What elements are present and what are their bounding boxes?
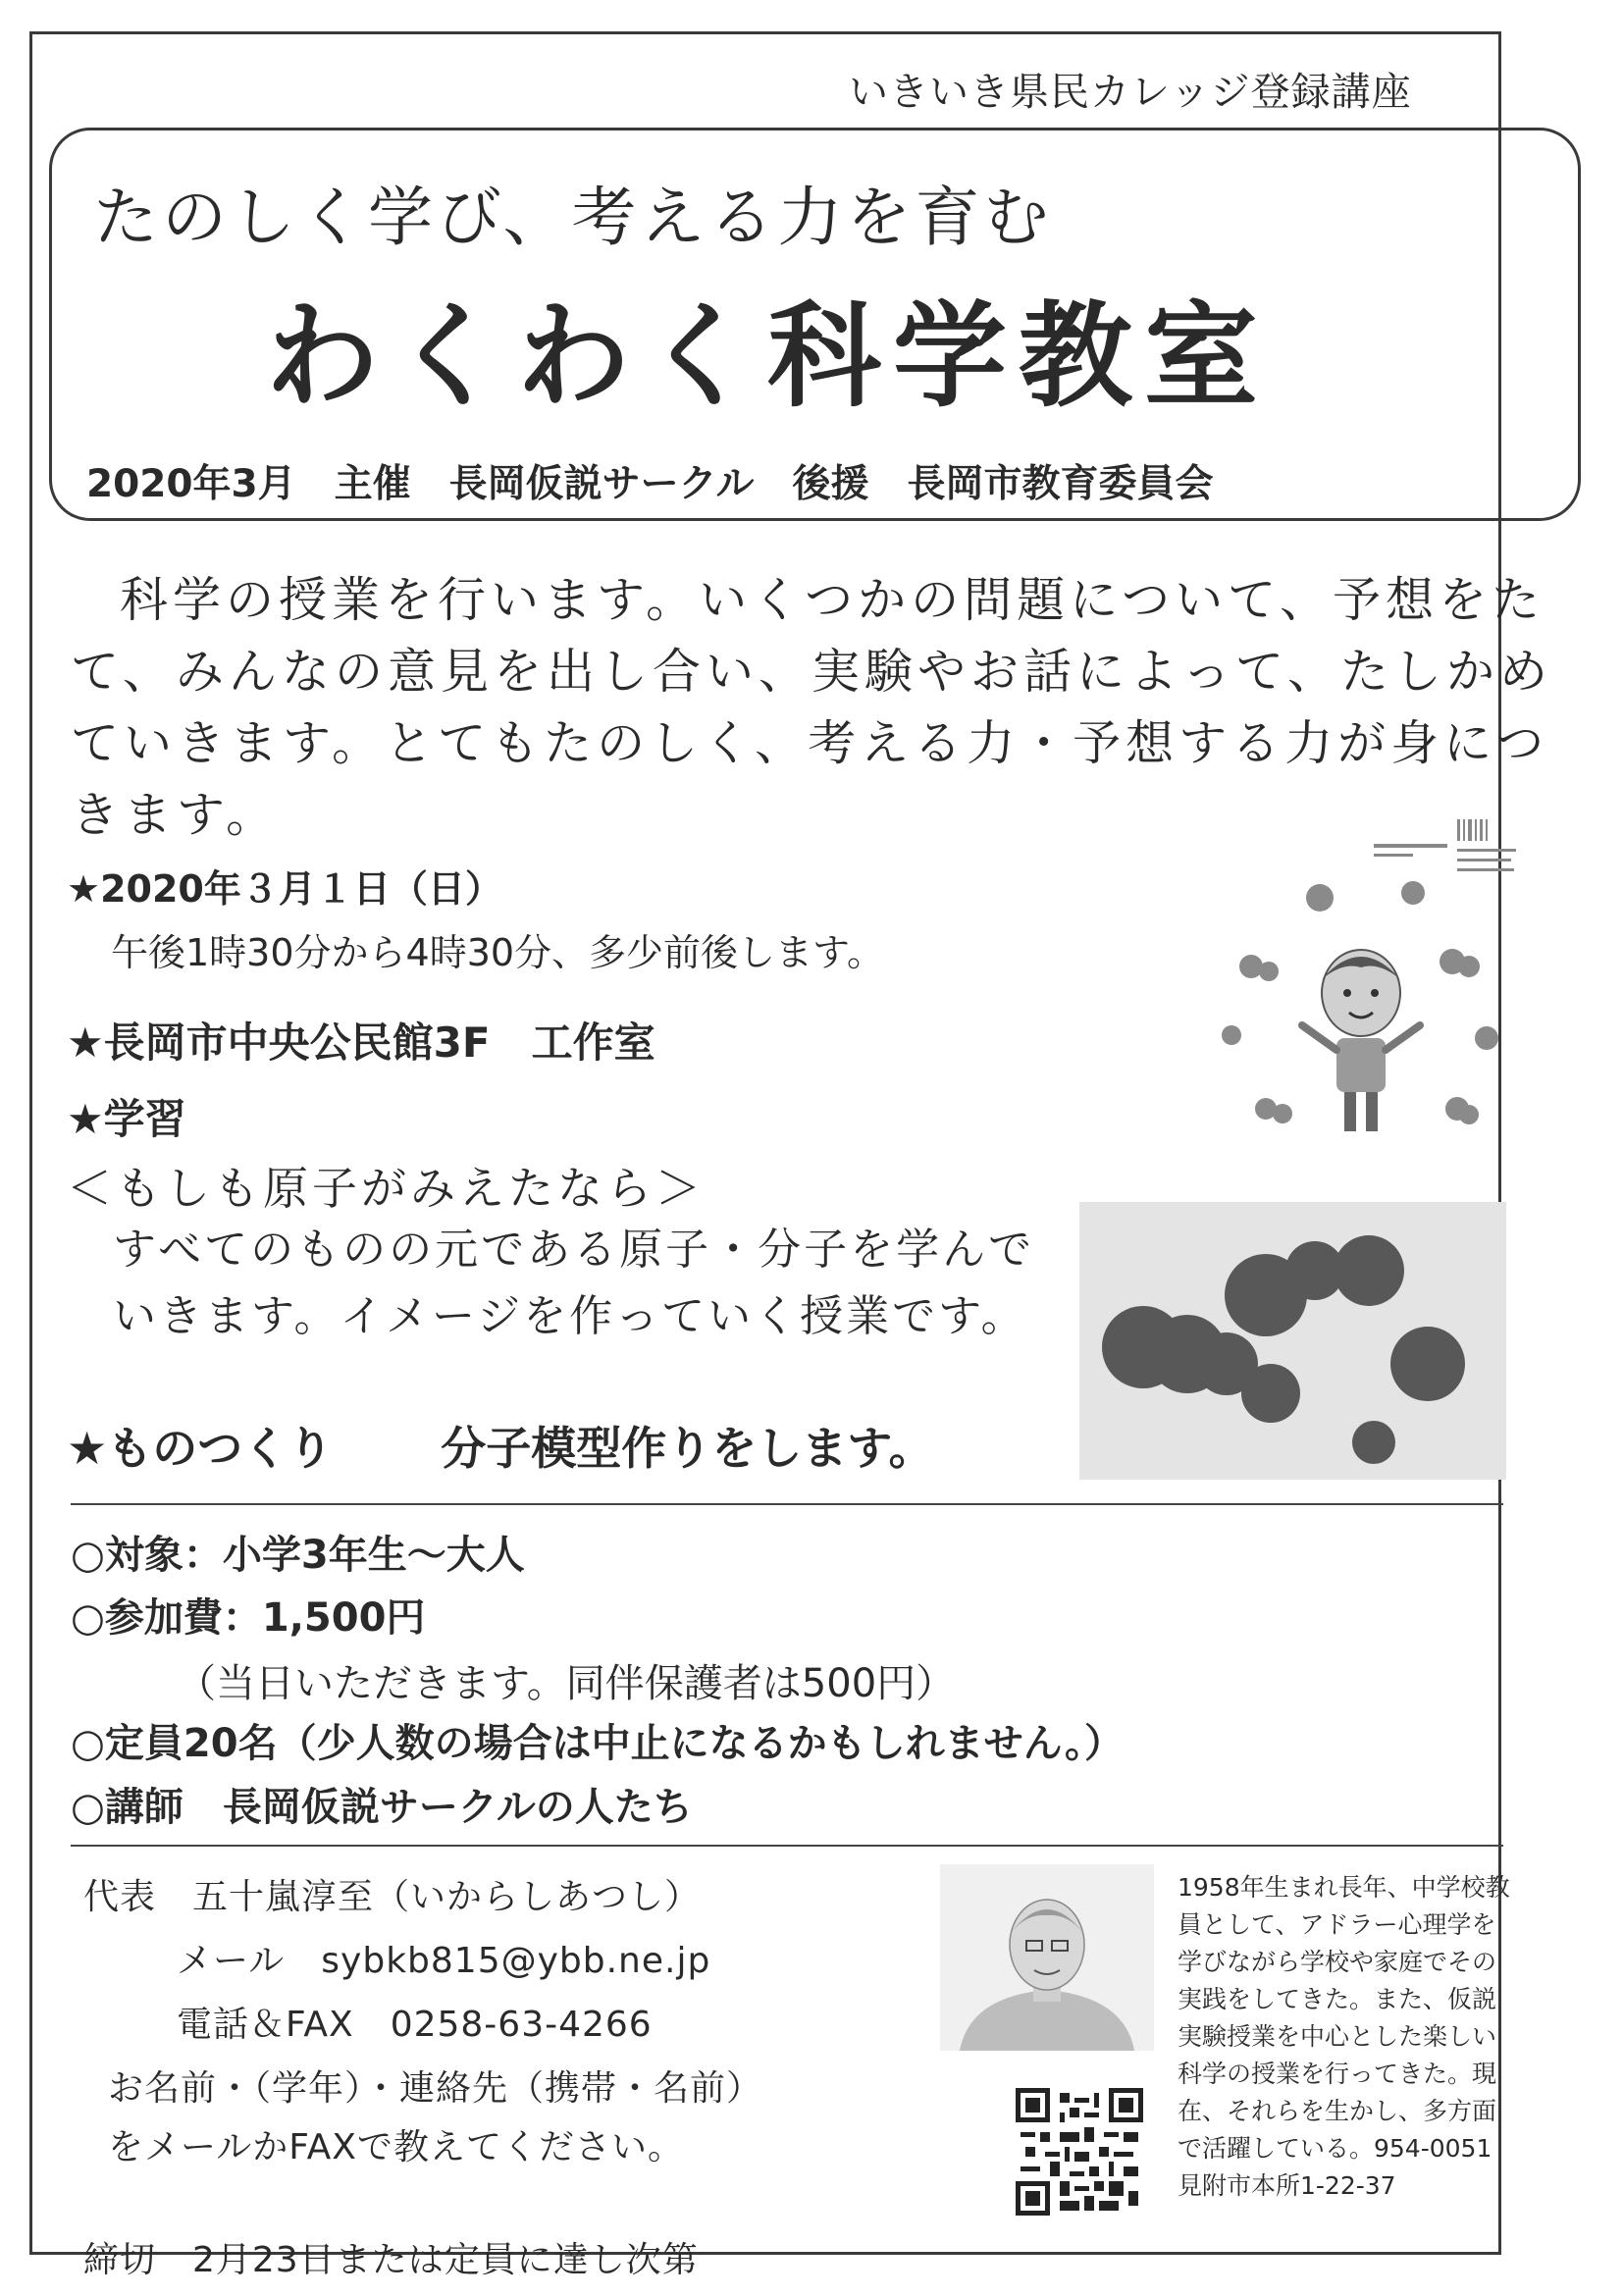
event-place: ★長岡市中央公民館3F 工作室 <box>67 1018 655 1067</box>
teacher-photo <box>940 1864 1154 2051</box>
tagline: たのしく学び、考える力を育む <box>93 180 1053 255</box>
participation-fee: ○参加費：1,500円 <box>71 1595 426 1641</box>
study-label: ★学習 <box>67 1095 186 1143</box>
capacity: ○定員20名（少人数の場合は中止になるかもしれません。） <box>71 1721 1124 1766</box>
intro-paragraph: 科学の授業を行います。いくつかの問題について、予想をたて、みんなの意見を出し合い、実験やお話によって、たしかめていきます。とてもたのしく、考える力・予想する力が身につきます。 <box>71 572 1553 843</box>
contact-email[interactable]: メール sybkb815@ybb.ne.jp <box>177 1941 711 1981</box>
host-line: 2020年3月 主催 長岡仮説サークル 後援 長岡市教育委員会 <box>86 462 1214 506</box>
deadline: 締切 2月23日または定員に達し次第 <box>83 2240 699 2280</box>
craft-line <box>67 1413 934 1478</box>
event-time: 午後1時30分から4時30分、多少前後します。 <box>111 931 885 974</box>
instructor: ○講師 長岡仮説サークルの人たち <box>71 1785 693 1830</box>
main-title: わくわく科学教室 <box>265 290 1270 423</box>
instructor-bio: 1958年生まれ長年、中学校教員として、アドラー心理学を学びながら学校や家庭でその実践をしてきた。また、仮説実験授業を中心とした楽しい科学の授業を行ってきた。現在、それらを生かし、多方面で活躍している。954-0051 見附市本所1-22-37 <box>1178 1873 1517 2200</box>
qr-code-icon[interactable] <box>1016 2088 1143 2216</box>
event-date: ★2020年３月１日（日） <box>67 867 502 911</box>
study-topic: ＜もしも原子がみえたなら＞ <box>67 1162 705 1215</box>
contact-phone: 電話＆FAX 0258-63-4266 <box>177 2005 653 2045</box>
divider-top <box>71 1503 1503 1505</box>
request-line-2: をメールかFAXで教えてください。 <box>108 2127 684 2167</box>
fee-note: （当日いただきます。同伴保護者は500円） <box>177 1661 956 1706</box>
craft-text: 分子模型作りをします。 <box>441 1422 934 1475</box>
study-description: すべてのものの元である原子・分子を学んでいきます。イメージを作っていく授業です。 <box>113 1225 1035 1341</box>
molecule-model-photo <box>1079 1202 1506 1480</box>
child-atoms-illustration <box>1212 863 1526 1158</box>
craft-label: ★ものつくり <box>67 1422 334 1475</box>
request-line-1: お名前・（学年）・連絡先（携帯・名前） <box>108 2068 763 2109</box>
target-audience: ○対象：小学3年生～大人 <box>71 1533 525 1578</box>
divider-bottom <box>71 1845 1503 1847</box>
representative: 代表 五十嵐淳至（いからしあつし） <box>83 1877 702 1917</box>
college-label: いきいき県民カレッジ登録講座 <box>849 70 1412 115</box>
